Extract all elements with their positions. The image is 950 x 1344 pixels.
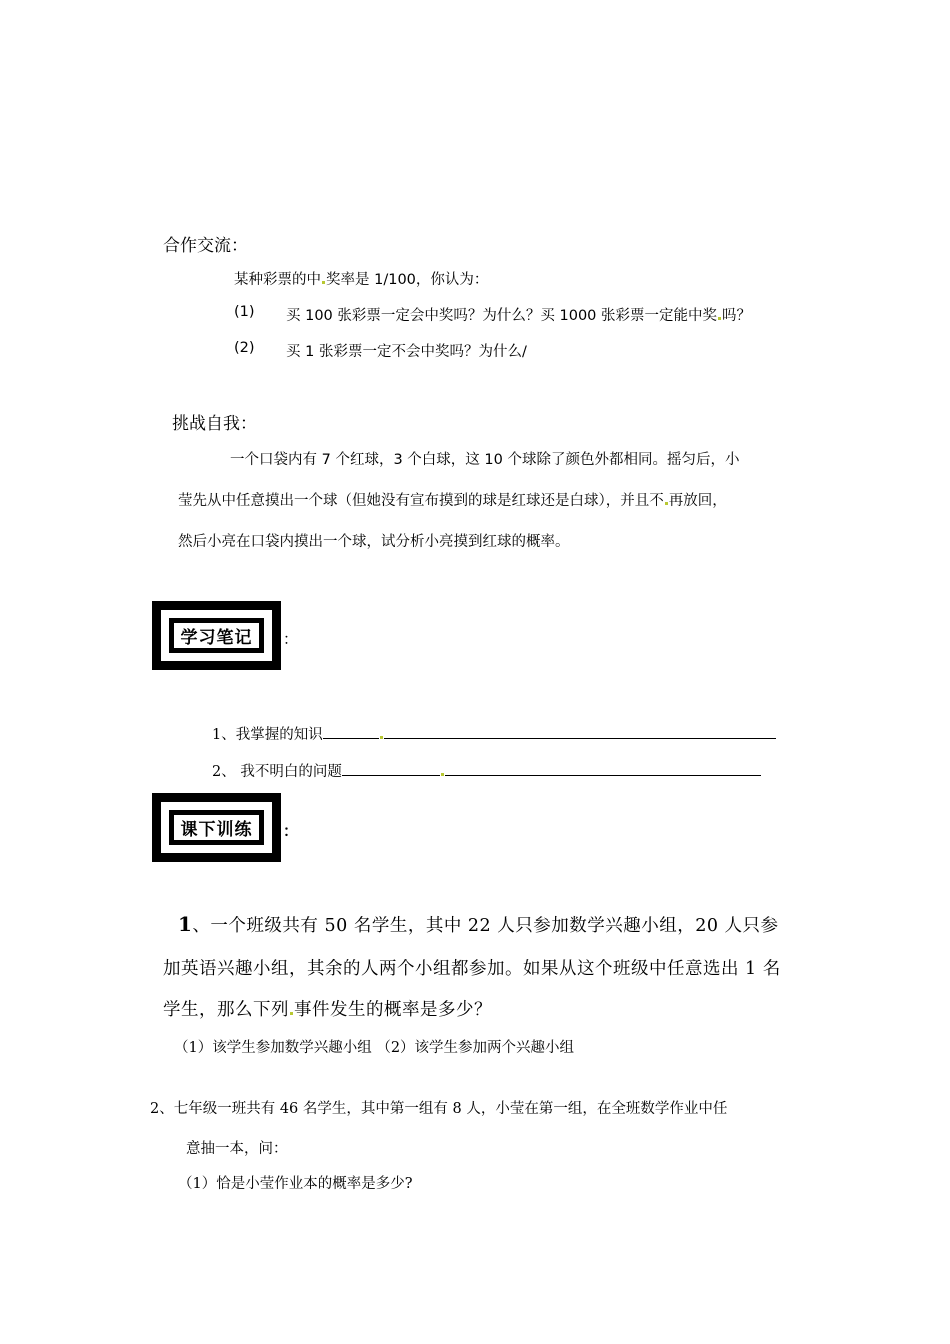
challenge-heading: 挑战自我： [172,414,257,434]
problem1-number: 1 [178,912,193,936]
green-mark-icon [665,502,668,505]
cooperation-q1-pre: 买 100 张彩票一定会中奖吗？为什么？买 1000 张彩票一定能中奖 [286,308,718,324]
cooperation-q2: 买 1 张彩票一定不会中奖吗？为什么/ [286,344,527,360]
cooperation-intro [234,268,488,289]
cooperation-q1-post: 吗？ [722,308,752,324]
problem1-line3-post: 事件发生的概率是多少？ [294,1000,492,1020]
notes-title-box [152,601,281,670]
cooperation-q1 [286,304,751,325]
cooperation-q1-number: (1) [234,304,255,320]
notes-item2-label: 2、 我不明白的问题 [212,764,342,780]
problem1-line3 [163,996,492,1021]
notes-item1 [212,723,776,744]
challenge-line3: 然后小亮在口袋内摸出一个球，试分析小亮摸到红球的概率。 [178,534,570,550]
cooperation-intro-pre: 某种彩票的中 [234,272,321,288]
challenge-line2-pre: 莹先从中任意摸出一个球（但她没有宣布摸到的球是红球还是白球），并且不 [178,493,664,509]
green-mark-icon [380,736,383,739]
training-colon: ： [283,822,299,840]
notes-title: 学习笔记 [174,623,259,648]
notes-colon: ： [283,630,299,648]
challenge-line2-post: 再放回， [668,493,727,509]
training-title-box [152,793,281,862]
notes-item1-blank-long[interactable] [384,726,776,739]
problem1-line3-pre: 学生，那么下列 [163,1000,289,1020]
green-mark-icon [441,773,444,776]
notes-item1-label: 1、我掌握的知识 [212,727,323,743]
challenge-line2 [178,489,727,510]
problem1-subquestions: （1）该学生参加数学兴趣小组 （2）该学生参加两个兴趣小组 [174,1040,575,1056]
green-mark-icon [290,1012,293,1015]
problem2-line2: 意抽一本，问： [186,1141,288,1157]
problem1-line2: 加英语兴趣小组，其余的人两个小组都参加。如果从这个班级中任意选出 1 名 [163,959,781,979]
notes-item2-blank[interactable] [342,763,440,776]
challenge-line1: 一个口袋内有 7 个红球，3 个白球，这 10 个球除了颜色外都相同。摇匀后，小 [230,452,740,468]
cooperation-q2-number: (2) [234,340,255,356]
cooperation-heading: 合作交流： [163,236,248,256]
problem2-sub1: （1）恰是小莹作业本的概率是多少? [178,1176,413,1192]
training-title: 课下训练 [174,815,259,840]
notes-item2-blank-long[interactable] [445,763,761,776]
problem1-line1 [178,912,779,937]
green-mark-icon [718,317,721,320]
green-mark-icon [322,281,325,284]
notes-item1-blank[interactable] [323,726,379,739]
problem1-line1-text: 、一个班级共有 50 名学生，其中 22 人只参加数学兴趣小组，20 人只参 [192,916,779,936]
cooperation-intro-post: 奖率是 1/100，你认为： [326,272,489,288]
problem2-line1: 2、七年级一班共有 46 名学生，其中第一组有 8 人，小莹在第一组，在全班数学作业中任 [150,1101,728,1117]
notes-item2 [212,760,761,781]
